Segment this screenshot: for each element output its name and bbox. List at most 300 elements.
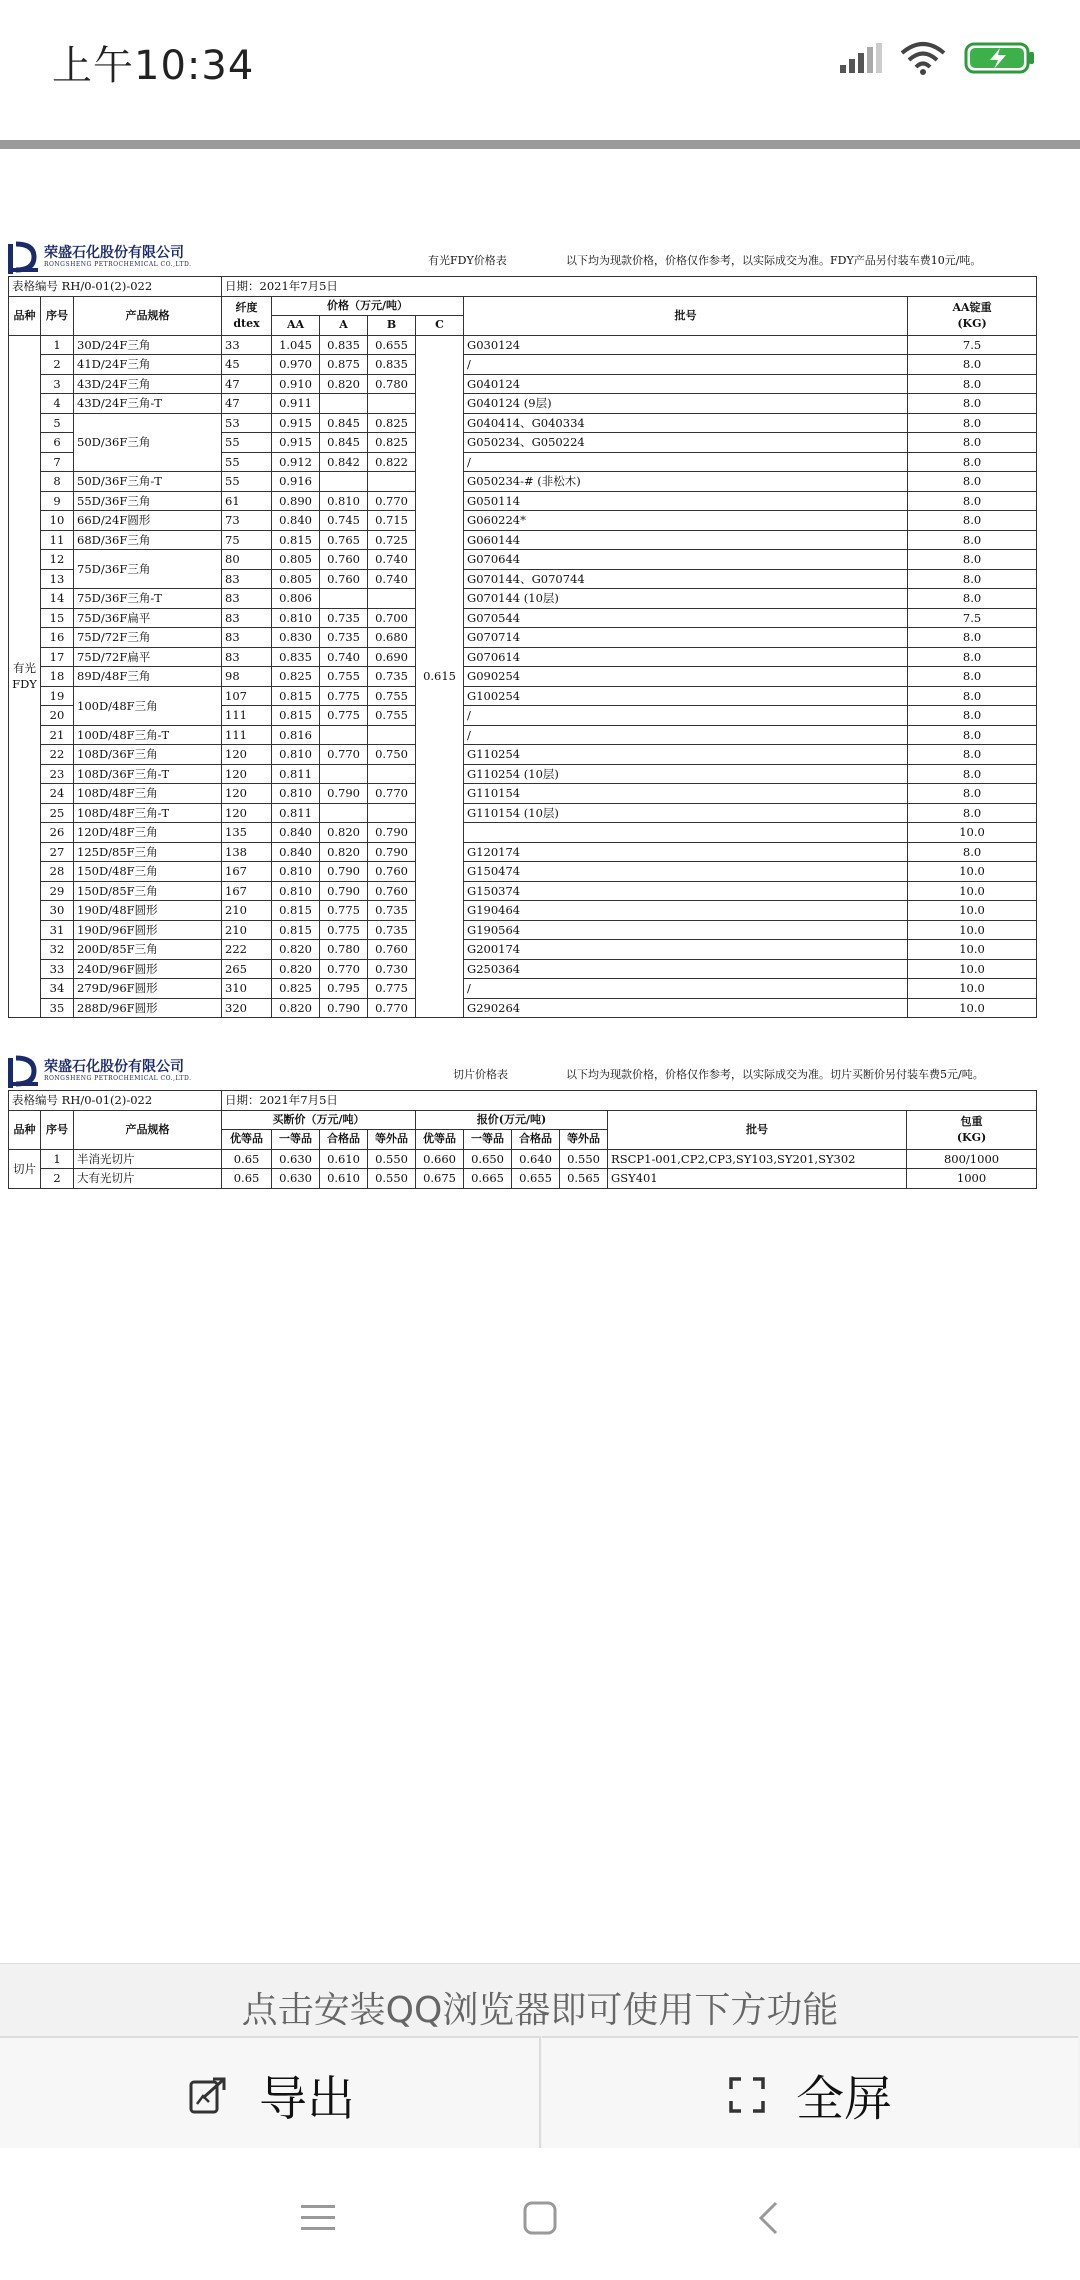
- spec-cell: 大有光切片: [74, 1169, 222, 1189]
- fdy-table-row: [9, 628, 1037, 648]
- price-a-cell: 0.775: [320, 706, 368, 726]
- seq-cell: 9: [41, 491, 74, 511]
- price-a-cell: 0.735: [320, 628, 368, 648]
- home-button[interactable]: [510, 2188, 570, 2248]
- chip-table-row: [9, 1169, 1037, 1189]
- price-aa-cell: 0.810: [272, 745, 320, 765]
- price-b-cell: 0.780: [368, 374, 416, 394]
- price-q2-cell: 0.665: [464, 1169, 512, 1189]
- batch-cell: RSCP1-001,CP2,CP3,SY103,SY201,SY302: [608, 1149, 907, 1169]
- seq-cell: 20: [41, 706, 74, 726]
- dtex-cell: 265: [222, 959, 272, 979]
- dtex-cell: 55: [222, 472, 272, 492]
- seq-cell: 14: [41, 589, 74, 609]
- price-aa-cell: 0.815: [272, 920, 320, 940]
- price-b-cell: 0.822: [368, 452, 416, 472]
- dtex-cell: 120: [222, 745, 272, 765]
- spec-cell: 66D/24F圆形: [74, 511, 222, 531]
- price-aa-cell: 0.811: [272, 764, 320, 784]
- battery-charging-icon: [964, 42, 1036, 74]
- banner-prompt: 点击安装QQ浏览器即可使用下方功能: [241, 1990, 839, 2031]
- price-aa-cell: 0.810: [272, 608, 320, 628]
- fdy-table-row: [9, 413, 1037, 433]
- price-b-cell: 0.835: [368, 355, 416, 375]
- weight-cell: 7.5: [908, 608, 1037, 628]
- seq-cell: 1: [41, 335, 74, 355]
- spec-cell: 41D/24F三角: [74, 355, 222, 375]
- batch-cell: G070544: [464, 608, 908, 628]
- chip-price-document: [8, 1054, 1036, 1189]
- price-a-cell: [320, 394, 368, 414]
- batch-cell: GSY401: [608, 1169, 907, 1189]
- price-aa-cell: 0.805: [272, 550, 320, 570]
- export-label: 导出: [258, 2071, 355, 2127]
- weight-cell: 8.0: [908, 784, 1037, 804]
- dtex-cell: 73: [222, 511, 272, 531]
- price-b-cell: 0.770: [368, 784, 416, 804]
- price-aa-cell: 0.815: [272, 530, 320, 550]
- price-a-cell: 0.760: [320, 550, 368, 570]
- dtex-cell: 47: [222, 394, 272, 414]
- price-b-cell: 0.730: [368, 959, 416, 979]
- price-aa-cell: 0.915: [272, 413, 320, 433]
- dtex-cell: 83: [222, 647, 272, 667]
- spec-cell: 200D/85F三角: [74, 940, 222, 960]
- status-icons: [840, 38, 1036, 78]
- batch-cell: G290264: [464, 998, 908, 1018]
- price-a-cell: 0.775: [320, 920, 368, 940]
- chip-header-g1: 优等品: [222, 1130, 272, 1150]
- price-a-cell: 0.790: [320, 862, 368, 882]
- spec-cell: 279D/96F圆形: [74, 979, 222, 999]
- weight-cell: 10.0: [908, 823, 1037, 843]
- seq-cell: 7: [41, 452, 74, 472]
- seq-cell: 16: [41, 628, 74, 648]
- system-navigation-bar: [0, 2148, 1080, 2280]
- header-fineness: 纤度 dtex: [222, 296, 272, 335]
- price-aa-cell: 0.825: [272, 979, 320, 999]
- fullscreen-button[interactable]: [542, 2036, 1078, 2151]
- batch-cell: G110154: [464, 784, 908, 804]
- back-button[interactable]: [738, 2188, 798, 2248]
- spec-cell: 75D/36F三角: [74, 550, 222, 589]
- price-q4-cell: 0.550: [560, 1149, 608, 1169]
- price-b-cell: 0.755: [368, 686, 416, 706]
- seq-cell: 26: [41, 823, 74, 843]
- fdy-variety-cell: [9, 335, 41, 1018]
- chip-header-variety: 品种: [9, 1110, 41, 1149]
- fdy-table-row: [9, 394, 1037, 414]
- dtex-cell: 138: [222, 842, 272, 862]
- batch-cell: /: [464, 979, 908, 999]
- price-b-cell: 0.735: [368, 901, 416, 921]
- price-q2-cell: 0.650: [464, 1149, 512, 1169]
- weight-cell: 10.0: [908, 862, 1037, 882]
- batch-cell: G250364: [464, 959, 908, 979]
- batch-cell: G030124: [464, 335, 908, 355]
- weight-cell: 8.0: [908, 569, 1037, 589]
- price-a-cell: 0.760: [320, 569, 368, 589]
- price-b-cell: 0.825: [368, 413, 416, 433]
- batch-cell: /: [464, 452, 908, 472]
- price-b-cell: 0.690: [368, 647, 416, 667]
- price-b-cell: 0.775: [368, 979, 416, 999]
- fdy-table-row: [9, 862, 1037, 882]
- batch-cell: /: [464, 355, 908, 375]
- weight-cell: 800/1000: [907, 1149, 1037, 1169]
- seq-cell: 31: [41, 920, 74, 940]
- weight-cell: 10.0: [908, 940, 1037, 960]
- price-b2-cell: 0.630: [272, 1169, 320, 1189]
- batch-cell: G070144 (10层): [464, 589, 908, 609]
- batch-cell: G190564: [464, 920, 908, 940]
- price-b-cell: 0.655: [368, 335, 416, 355]
- price-b-cell: [368, 472, 416, 492]
- price-a-cell: 0.770: [320, 959, 368, 979]
- dtex-cell: 167: [222, 862, 272, 882]
- spec-cell: 108D/48F三角: [74, 784, 222, 804]
- fdy-table-row: [9, 725, 1037, 745]
- price-a-cell: 0.765: [320, 530, 368, 550]
- price-aa-cell: 0.820: [272, 998, 320, 1018]
- export-button[interactable]: [0, 2036, 541, 2151]
- price-b1-cell: 0.65: [222, 1149, 272, 1169]
- price-a-cell: 0.842: [320, 452, 368, 472]
- fdy-table-row: [9, 550, 1037, 570]
- price-aa-cell: 0.815: [272, 706, 320, 726]
- dtex-cell: 120: [222, 764, 272, 784]
- dtex-cell: 55: [222, 433, 272, 453]
- price-b-cell: 0.755: [368, 706, 416, 726]
- price-aa-cell: 0.815: [272, 686, 320, 706]
- batch-cell: G050114: [464, 491, 908, 511]
- fdy-table-row: [9, 745, 1037, 765]
- header-batch: 批号: [464, 296, 908, 335]
- price-a-cell: 0.735: [320, 608, 368, 628]
- fdy-table-row: [9, 667, 1037, 687]
- fdy-table-row: [9, 355, 1037, 375]
- spec-cell: 68D/36F三角: [74, 530, 222, 550]
- weight-cell: 10.0: [908, 998, 1037, 1018]
- seq-cell: 8: [41, 472, 74, 492]
- price-b-cell: 0.770: [368, 491, 416, 511]
- weight-cell: 8.0: [908, 452, 1037, 472]
- price-a-cell: 0.755: [320, 667, 368, 687]
- price-a-cell: 0.780: [320, 940, 368, 960]
- seq-cell: 13: [41, 569, 74, 589]
- price-aa-cell: 0.816: [272, 725, 320, 745]
- price-a-cell: 0.795: [320, 979, 368, 999]
- batch-cell: G060224*: [464, 511, 908, 531]
- price-aa-cell: 0.805: [272, 569, 320, 589]
- fdy-table-row: [9, 959, 1037, 979]
- price-q4-cell: 0.565: [560, 1169, 608, 1189]
- chip-header-g3: 合格品: [320, 1130, 368, 1150]
- price-q1-cell: 0.675: [416, 1169, 464, 1189]
- spec-cell: 30D/24F三角: [74, 335, 222, 355]
- price-b2-cell: 0.630: [272, 1149, 320, 1169]
- weight-cell: 8.0: [908, 511, 1037, 531]
- price-a-cell: 0.790: [320, 784, 368, 804]
- price-a-cell: 0.745: [320, 511, 368, 531]
- dtex-cell: 320: [222, 998, 272, 1018]
- weight-cell: 10.0: [908, 881, 1037, 901]
- spec-cell: 150D/85F三角: [74, 881, 222, 901]
- price-b3-cell: 0.610: [320, 1149, 368, 1169]
- chip-header-quote: 报价(万元/吨): [416, 1110, 608, 1130]
- price-b-cell: 0.735: [368, 920, 416, 940]
- seq-cell: 2: [41, 355, 74, 375]
- price-q1-cell: 0.660: [416, 1149, 464, 1169]
- weight-cell: 8.0: [908, 667, 1037, 687]
- fdy-table-row: [9, 374, 1037, 394]
- dtex-cell: 222: [222, 940, 272, 960]
- spec-cell: 240D/96F圆形: [74, 959, 222, 979]
- seq-cell: 25: [41, 803, 74, 823]
- batch-cell: G040124: [464, 374, 908, 394]
- batch-cell: G040414、G040334: [464, 413, 908, 433]
- price-b-cell: 0.760: [368, 881, 416, 901]
- weight-cell: 8.0: [908, 764, 1037, 784]
- weight-cell: 10.0: [908, 920, 1037, 940]
- company-logo-icon: [8, 1054, 38, 1088]
- chip-header-g4: 等外品: [368, 1130, 416, 1150]
- price-b-cell: 0.760: [368, 940, 416, 960]
- qq-browser-banner: [0, 1963, 1080, 2149]
- fdy-date: 日期：2021年7月5日: [222, 277, 1037, 297]
- fdy-price-table: [8, 276, 1037, 1018]
- price-a-cell: 0.820: [320, 842, 368, 862]
- chip-header-buyout: 买断价（万元/吨）: [222, 1110, 416, 1130]
- seq-cell: 3: [41, 374, 74, 394]
- menu-icon: [301, 2203, 335, 2233]
- fdy-table-row: [9, 589, 1037, 609]
- company-name-en: RONGSHENG PETROCHEMICAL CO.,LTD.: [44, 1075, 192, 1082]
- seq-cell: 30: [41, 901, 74, 921]
- fullscreen-label: 全屏: [795, 2071, 892, 2127]
- fdy-table-row: [9, 920, 1037, 940]
- batch-cell: G110154 (10层): [464, 803, 908, 823]
- seq-cell: 12: [41, 550, 74, 570]
- weight-cell: 1000: [907, 1169, 1037, 1189]
- price-b-cell: 0.740: [368, 550, 416, 570]
- dtex-cell: 120: [222, 803, 272, 823]
- dtex-cell: 210: [222, 920, 272, 940]
- header-a: A: [320, 316, 368, 336]
- fdy-table-row: [9, 491, 1037, 511]
- weight-cell: 8.0: [908, 530, 1037, 550]
- price-aa-cell: 0.820: [272, 940, 320, 960]
- header-aa: AA: [272, 316, 320, 336]
- seq-cell: 17: [41, 647, 74, 667]
- signal-icon: [840, 43, 882, 73]
- price-aa-cell: 0.912: [272, 452, 320, 472]
- price-b-cell: 0.715: [368, 511, 416, 531]
- spec-cell: 43D/24F三角: [74, 374, 222, 394]
- dtex-cell: 83: [222, 569, 272, 589]
- price-a-cell: 0.875: [320, 355, 368, 375]
- price-a-cell: 0.790: [320, 998, 368, 1018]
- spec-cell: 125D/85F三角: [74, 842, 222, 862]
- price-q3-cell: 0.655: [512, 1169, 560, 1189]
- price-aa-cell: 0.810: [272, 862, 320, 882]
- spec-cell: 108D/36F三角: [74, 745, 222, 765]
- fdy-table-row: [9, 530, 1037, 550]
- price-b4-cell: 0.550: [368, 1149, 416, 1169]
- batch-cell: G150474: [464, 862, 908, 882]
- header-variety: 品种: [9, 296, 41, 335]
- weight-cell: 8.0: [908, 745, 1037, 765]
- price-b-cell: [368, 725, 416, 745]
- price-b-cell: 0.725: [368, 530, 416, 550]
- weight-cell: 8.0: [908, 589, 1037, 609]
- price-aa-cell: 0.815: [272, 901, 320, 921]
- price-a-cell: 0.845: [320, 413, 368, 433]
- seq-cell: 4: [41, 394, 74, 414]
- fdy-table-row: [9, 842, 1037, 862]
- chip-header-batch: 批号: [608, 1110, 907, 1149]
- price-aa-cell: 0.820: [272, 959, 320, 979]
- fdy-document-header: [8, 240, 1036, 276]
- batch-cell: G070644: [464, 550, 908, 570]
- price-aa-cell: 0.840: [272, 823, 320, 843]
- chip-header-q4: 等外品: [560, 1130, 608, 1150]
- weight-cell: 8.0: [908, 725, 1037, 745]
- spec-cell: 75D/36F扁平: [74, 608, 222, 628]
- price-a-cell: 0.740: [320, 647, 368, 667]
- weight-cell: 8.0: [908, 647, 1037, 667]
- dtex-cell: 45: [222, 355, 272, 375]
- spec-cell: 190D/96F圆形: [74, 920, 222, 940]
- menu-button[interactable]: [288, 2188, 348, 2248]
- weight-cell: 8.0: [908, 686, 1037, 706]
- toolbar-divider: [0, 140, 1080, 149]
- batch-cell: G150374: [464, 881, 908, 901]
- fdy-table-row: [9, 803, 1037, 823]
- dtex-cell: 310: [222, 979, 272, 999]
- seq-cell: 32: [41, 940, 74, 960]
- back-icon: [756, 2200, 780, 2236]
- fdy-table-row: [9, 686, 1037, 706]
- batch-cell: [464, 823, 908, 843]
- price-aa-cell: 0.810: [272, 784, 320, 804]
- wifi-icon: [900, 41, 946, 75]
- price-aa-cell: 1.045: [272, 335, 320, 355]
- fdy-table-row: [9, 764, 1037, 784]
- status-bar: [0, 0, 1080, 120]
- header-c: C: [416, 316, 464, 336]
- dtex-cell: 111: [222, 706, 272, 726]
- seq-cell: 24: [41, 784, 74, 804]
- fdy-form-number: 表格编号 RH/0-01(2)-022: [9, 277, 222, 297]
- batch-cell: /: [464, 725, 908, 745]
- spec-cell: 100D/48F三角-T: [74, 725, 222, 745]
- price-q3-cell: 0.640: [512, 1149, 560, 1169]
- chip-header-seq: 序号: [41, 1110, 74, 1149]
- variety-line-1: 有光: [13, 661, 36, 676]
- weight-cell: 10.0: [908, 979, 1037, 999]
- price-b-cell: 0.770: [368, 998, 416, 1018]
- price-a-cell: 0.835: [320, 335, 368, 355]
- seq-cell: 2: [41, 1169, 74, 1189]
- batch-cell: G050234-# (非松木): [464, 472, 908, 492]
- weight-cell: 8.0: [908, 355, 1037, 375]
- price-aa-cell: 0.970: [272, 355, 320, 375]
- status-time: 上午10:34: [52, 43, 255, 89]
- seq-cell: 35: [41, 998, 74, 1018]
- chip-variety-cell: 切片: [9, 1149, 41, 1188]
- fdy-table-row: [9, 647, 1037, 667]
- header-seq: 序号: [41, 296, 74, 335]
- price-a-cell: [320, 589, 368, 609]
- price-b-cell: 0.825: [368, 433, 416, 453]
- price-b-cell: [368, 764, 416, 784]
- seq-cell: 1: [41, 1149, 74, 1169]
- chip-header-q1: 优等品: [416, 1130, 464, 1150]
- spec-cell: 120D/48F三角: [74, 823, 222, 843]
- chip-header-q3: 合格品: [512, 1130, 560, 1150]
- weight-cell: 8.0: [908, 433, 1037, 453]
- price-aa-cell: 0.911: [272, 394, 320, 414]
- dtex-cell: 83: [222, 628, 272, 648]
- export-icon: [187, 2074, 229, 2116]
- fdy-table-body: [9, 335, 1037, 1018]
- weight-cell: 8.0: [908, 374, 1037, 394]
- weight-cell: 8.0: [908, 842, 1037, 862]
- spec-cell: 75D/36F三角-T: [74, 589, 222, 609]
- price-aa-cell: 0.835: [272, 647, 320, 667]
- dtex-cell: 75: [222, 530, 272, 550]
- seq-cell: 18: [41, 667, 74, 687]
- weight-cell: 10.0: [908, 959, 1037, 979]
- batch-cell: G050234、G050224: [464, 433, 908, 453]
- price-a-cell: 0.770: [320, 745, 368, 765]
- dtex-cell: 210: [222, 901, 272, 921]
- price-aa-cell: 0.825: [272, 667, 320, 687]
- price-b-cell: [368, 589, 416, 609]
- chip-table-title: 切片价格表: [453, 1068, 508, 1081]
- seq-cell: 10: [41, 511, 74, 531]
- dtex-cell: 61: [222, 491, 272, 511]
- seq-cell: 34: [41, 979, 74, 999]
- fdy-table-row: [9, 979, 1037, 999]
- fdy-table-row: [9, 901, 1037, 921]
- batch-cell: G120174: [464, 842, 908, 862]
- fdy-table-row: [9, 511, 1037, 531]
- fdy-table-row: [9, 472, 1037, 492]
- seq-cell: 21: [41, 725, 74, 745]
- company-name-cn: 荣盛石化股份有限公司: [44, 245, 184, 261]
- dtex-cell: 33: [222, 335, 272, 355]
- price-b-cell: 0.680: [368, 628, 416, 648]
- seq-cell: 23: [41, 764, 74, 784]
- weight-cell: 10.0: [908, 901, 1037, 921]
- batch-cell: G100254: [464, 686, 908, 706]
- fdy-table-title: 有光FDY价格表: [428, 254, 507, 267]
- price-b-cell: 0.750: [368, 745, 416, 765]
- fdy-table-row: [9, 881, 1037, 901]
- seq-cell: 33: [41, 959, 74, 979]
- fdy-table-row: [9, 998, 1037, 1018]
- price-aa-cell: 0.830: [272, 628, 320, 648]
- seq-cell: 11: [41, 530, 74, 550]
- weight-cell: 8.0: [908, 550, 1037, 570]
- chip-document-header: [8, 1054, 1036, 1090]
- price-aa-cell: 0.811: [272, 803, 320, 823]
- price-b-cell: 0.790: [368, 823, 416, 843]
- price-b-cell: 0.790: [368, 842, 416, 862]
- spec-cell: 288D/96F圆形: [74, 998, 222, 1018]
